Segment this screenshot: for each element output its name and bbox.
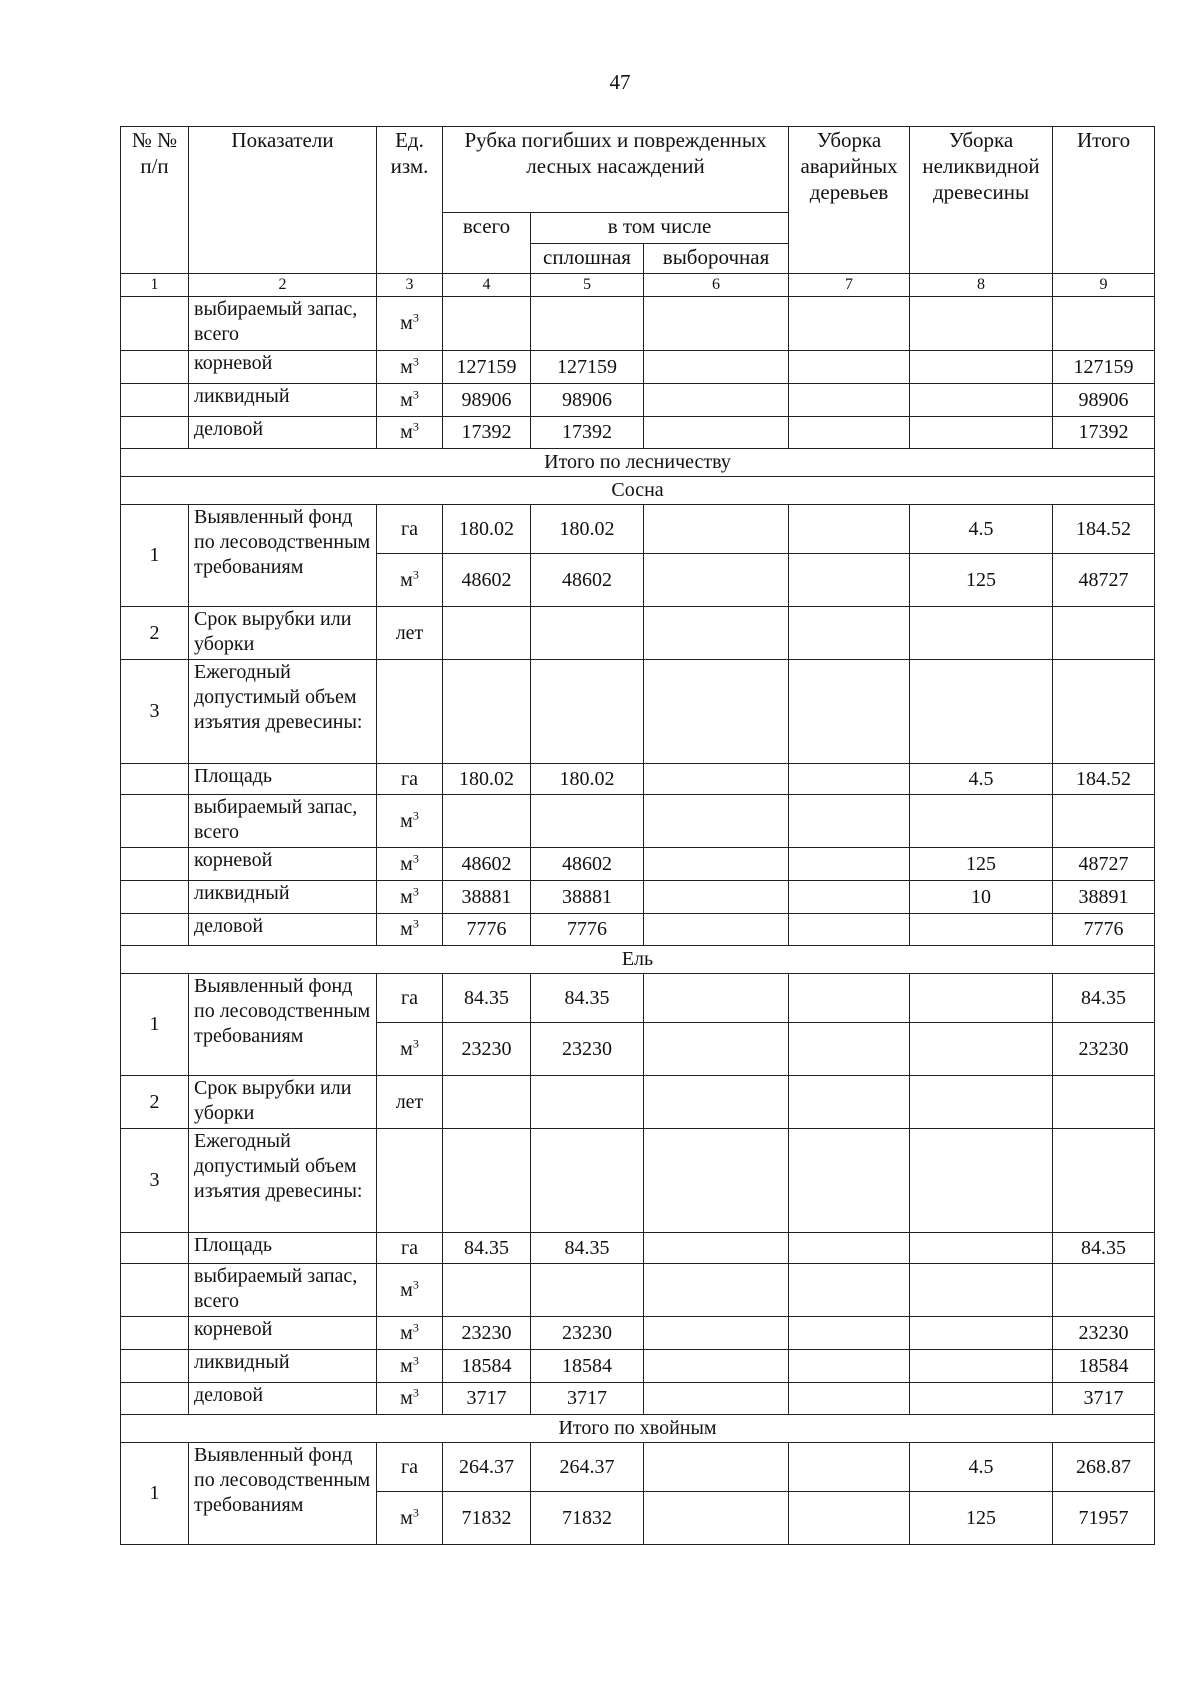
value-cell: 18584 <box>1053 1350 1155 1383</box>
header-selective: выборочная <box>644 244 789 274</box>
table-row <box>121 848 1155 881</box>
value-cell: 3717 <box>1053 1383 1155 1415</box>
value-cell: 48602 <box>443 848 531 881</box>
unit-cell: га <box>377 1443 443 1492</box>
column-number: 8 <box>910 274 1053 297</box>
value-cell: 23230 <box>1053 1023 1155 1076</box>
value-cell: 84.35 <box>443 974 531 1023</box>
table-row <box>121 1317 1155 1350</box>
section-row <box>121 449 1155 477</box>
value-cell: 264.37 <box>531 1443 644 1492</box>
value-cell: 84.35 <box>531 974 644 1023</box>
value-cell: 23230 <box>531 1023 644 1076</box>
row-number: 2 <box>121 607 189 660</box>
table-row <box>121 1233 1155 1264</box>
value-cell: 4.5 <box>910 1443 1053 1492</box>
value-cell: 7776 <box>443 914 531 946</box>
section-title: Итого по лесничеству <box>121 449 1155 477</box>
value-cell: 10 <box>910 881 1053 914</box>
value-cell: 180.02 <box>443 764 531 795</box>
header-num: № № п/п <box>121 127 189 274</box>
row-label: Срок вырубки или уборки <box>189 1076 377 1129</box>
unit-cell: га <box>377 505 443 554</box>
value-cell: 7776 <box>531 914 644 946</box>
row-label: Площадь <box>189 1233 377 1264</box>
report-table <box>120 126 1155 1545</box>
row-label: деловой <box>189 1383 377 1415</box>
table-row <box>121 764 1155 795</box>
column-number: 7 <box>789 274 910 297</box>
value-cell: 3717 <box>443 1383 531 1415</box>
value-cell: 98906 <box>531 384 644 417</box>
value-cell: 17392 <box>443 417 531 449</box>
header-unit: Ед. изм. <box>377 127 443 274</box>
value-cell: 23230 <box>443 1317 531 1350</box>
unit-cell: га <box>377 1233 443 1264</box>
row-label: Выявленный фонд по лесоводственным требованиям <box>189 974 377 1076</box>
table-row <box>121 1129 1155 1233</box>
value-cell: 84.35 <box>1053 1233 1155 1264</box>
row-number: 1 <box>121 1443 189 1545</box>
unit-cell: га <box>377 764 443 795</box>
header-felling: Рубка погибших и поврежденных лесных насаждений <box>443 127 789 213</box>
section-row <box>121 477 1155 505</box>
value-cell: 23230 <box>443 1023 531 1076</box>
value-cell: 18584 <box>531 1350 644 1383</box>
table-row <box>121 914 1155 946</box>
section-row <box>121 946 1155 974</box>
table-row <box>121 1443 1155 1492</box>
value-cell: 84.35 <box>531 1233 644 1264</box>
value-cell: 48727 <box>1053 554 1155 607</box>
row-number: 1 <box>121 505 189 607</box>
value-cell: 17392 <box>1053 417 1155 449</box>
unit-cell: лет <box>377 607 443 660</box>
row-number: 3 <box>121 660 189 764</box>
row-label: ликвидный <box>189 881 377 914</box>
unit-cell: $м^3$ <box>377 1023 443 1076</box>
unit-cell: $м^3$ <box>377 554 443 607</box>
section-title: Итого по хвойным <box>121 1415 1155 1443</box>
row-label: выбираемый запас, всего <box>189 297 377 351</box>
table-row <box>121 417 1155 449</box>
row-label: деловой <box>189 417 377 449</box>
header-illiquid: Уборка неликвидной древесины <box>910 127 1053 274</box>
unit-cell: $м^3$ <box>377 1264 443 1317</box>
value-cell: 84.35 <box>443 1233 531 1264</box>
value-cell: 180.02 <box>443 505 531 554</box>
value-cell: 125 <box>910 554 1053 607</box>
table-row <box>121 607 1155 660</box>
unit-cell: $м^3$ <box>377 1317 443 1350</box>
column-numbers-row <box>121 274 1155 297</box>
table-row <box>121 1076 1155 1129</box>
row-label: Выявленный фонд по лесоводственным требованиям <box>189 505 377 607</box>
value-cell: 48602 <box>531 554 644 607</box>
table-row <box>121 351 1155 384</box>
value-cell: 23230 <box>1053 1317 1155 1350</box>
table-row <box>121 1383 1155 1415</box>
header-emergency: Уборка аварийных деревьев <box>789 127 910 274</box>
unit-cell: $м^3$ <box>377 1350 443 1383</box>
column-number: 3 <box>377 274 443 297</box>
value-cell: 48602 <box>531 848 644 881</box>
value-cell: 127159 <box>1053 351 1155 384</box>
table-row <box>121 660 1155 764</box>
header-indicators: Показатели <box>189 127 377 274</box>
value-cell: 23230 <box>531 1317 644 1350</box>
row-label: корневой <box>189 848 377 881</box>
table-row <box>121 881 1155 914</box>
row-label: выбираемый запас, всего <box>189 1264 377 1317</box>
table-row <box>121 974 1155 1023</box>
column-number: 6 <box>644 274 789 297</box>
value-cell: 264.37 <box>443 1443 531 1492</box>
value-cell: 71832 <box>531 1492 644 1545</box>
value-cell: 127159 <box>443 351 531 384</box>
unit-cell: $м^3$ <box>377 1492 443 1545</box>
value-cell: 17392 <box>531 417 644 449</box>
value-cell: 71832 <box>443 1492 531 1545</box>
value-cell: 38881 <box>443 881 531 914</box>
row-number: 3 <box>121 1129 189 1233</box>
header-itogo: Итого <box>1053 127 1155 274</box>
table-row <box>121 384 1155 417</box>
header-total-all: всего <box>443 213 531 274</box>
row-number: 2 <box>121 1076 189 1129</box>
value-cell: 71957 <box>1053 1492 1155 1545</box>
row-label: выбираемый запас, всего <box>189 795 377 848</box>
table-row <box>121 505 1155 554</box>
value-cell: 268.87 <box>1053 1443 1155 1492</box>
section-row <box>121 1415 1155 1443</box>
unit-cell: $м^3$ <box>377 881 443 914</box>
value-cell: 184.52 <box>1053 764 1155 795</box>
value-cell: 125 <box>910 1492 1053 1545</box>
row-label: корневой <box>189 1317 377 1350</box>
column-number: 5 <box>531 274 644 297</box>
value-cell: 180.02 <box>531 764 644 795</box>
section-title: Сосна <box>121 477 1155 505</box>
unit-cell: $м^3$ <box>377 795 443 848</box>
value-cell: 38881 <box>531 881 644 914</box>
column-number: 1 <box>121 274 189 297</box>
unit-cell: $м^3$ <box>377 1383 443 1415</box>
value-cell: 4.5 <box>910 764 1053 795</box>
header-solid: сплошная <box>531 244 644 274</box>
unit-cell: $м^3$ <box>377 297 443 351</box>
row-label: Ежегодный допустимый объем изъятия древесины: <box>189 1129 377 1233</box>
column-number: 9 <box>1053 274 1155 297</box>
value-cell: 84.35 <box>1053 974 1155 1023</box>
unit-cell: га <box>377 974 443 1023</box>
value-cell: 180.02 <box>531 505 644 554</box>
table-row <box>121 297 1155 351</box>
value-cell: 98906 <box>443 384 531 417</box>
value-cell: 125 <box>910 848 1053 881</box>
row-label: Площадь <box>189 764 377 795</box>
value-cell: 18584 <box>443 1350 531 1383</box>
row-label: ликвидный <box>189 384 377 417</box>
column-number: 4 <box>443 274 531 297</box>
row-label: Срок вырубки или уборки <box>189 607 377 660</box>
row-label: корневой <box>189 351 377 384</box>
value-cell: 48602 <box>443 554 531 607</box>
unit-cell: лет <box>377 1076 443 1129</box>
table-row <box>121 1350 1155 1383</box>
value-cell: 3717 <box>531 1383 644 1415</box>
unit-cell: $м^3$ <box>377 384 443 417</box>
column-number: 2 <box>189 274 377 297</box>
table-row <box>121 1264 1155 1317</box>
table-row <box>121 795 1155 848</box>
unit-cell: $м^3$ <box>377 914 443 946</box>
value-cell: 184.52 <box>1053 505 1155 554</box>
value-cell: 7776 <box>1053 914 1155 946</box>
value-cell: 38891 <box>1053 881 1155 914</box>
row-label: Ежегодный допустимый объем изъятия древесины: <box>189 660 377 764</box>
section-title: Ель <box>121 946 1155 974</box>
value-cell: 48727 <box>1053 848 1155 881</box>
unit-cell: $м^3$ <box>377 351 443 384</box>
unit-cell: $м^3$ <box>377 848 443 881</box>
header-incl: в том числе <box>531 213 789 244</box>
row-label: Выявленный фонд по лесоводственным требованиям <box>189 1443 377 1545</box>
unit-cell: $м^3$ <box>377 417 443 449</box>
row-number: 1 <box>121 974 189 1076</box>
value-cell: 98906 <box>1053 384 1155 417</box>
value-cell: 127159 <box>531 351 644 384</box>
row-label: ликвидный <box>189 1350 377 1383</box>
page-number: 47 <box>609 70 631 94</box>
value-cell: 4.5 <box>910 505 1053 554</box>
row-label: деловой <box>189 914 377 946</box>
